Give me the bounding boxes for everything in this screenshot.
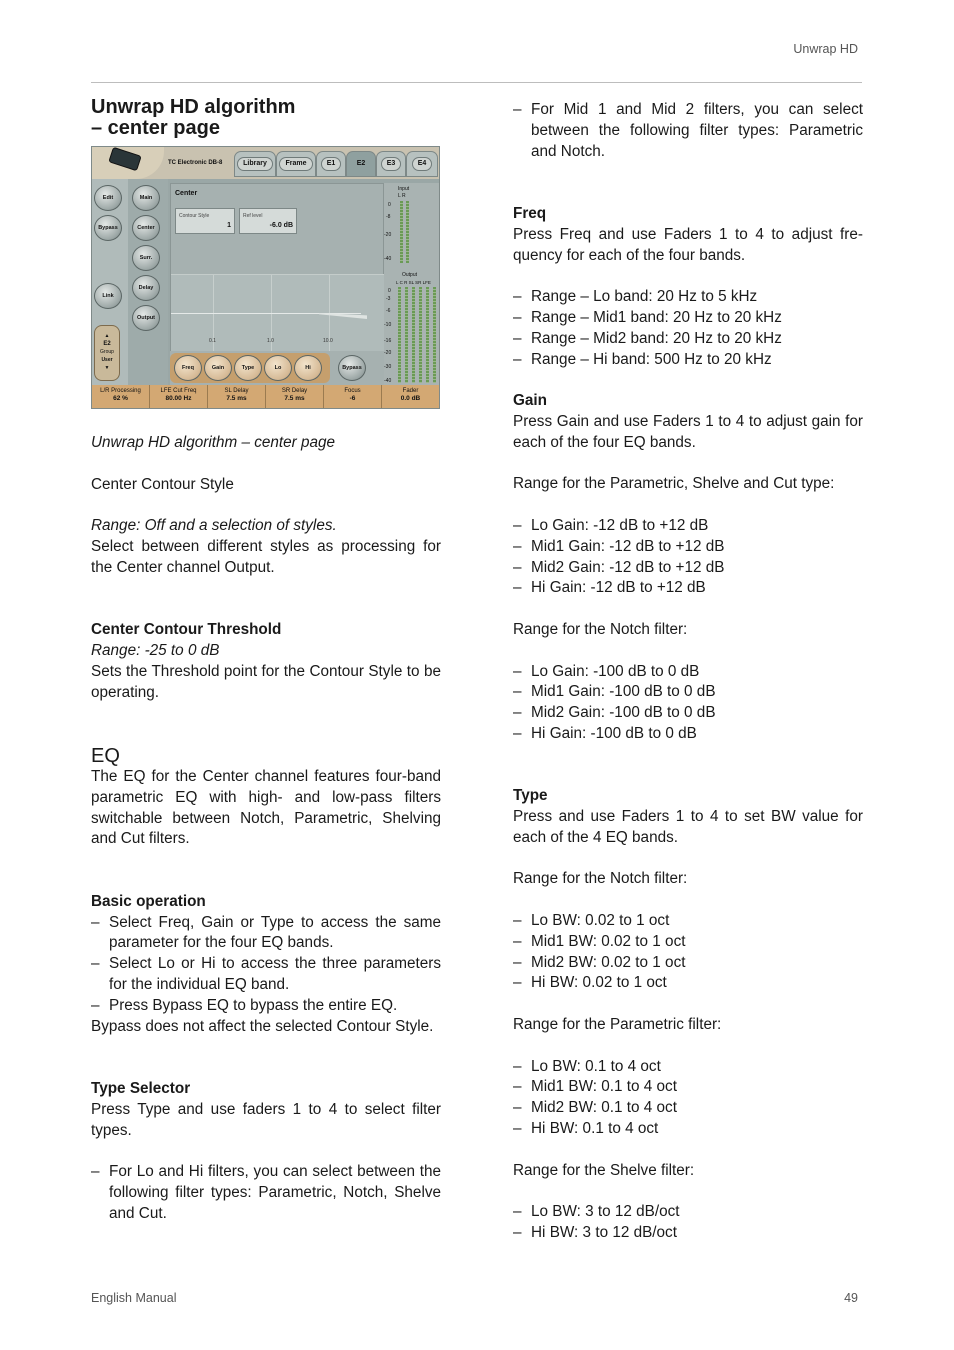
meter-scale: -8 bbox=[386, 214, 391, 220]
center-panel bbox=[170, 183, 384, 351]
meter-output-label: Output bbox=[402, 272, 418, 278]
gain-text: Press Gain and use Faders 1 to 4 to adjust gain for each of the four EQ bands. bbox=[513, 412, 863, 451]
meter-scale: -40 bbox=[384, 256, 392, 262]
output-meter-c bbox=[405, 287, 408, 383]
meter-scale: -40 bbox=[384, 378, 392, 384]
meter-scale: -30 bbox=[384, 364, 392, 370]
type-heading: Type bbox=[513, 787, 548, 805]
contour-style-range: Range: Off and a selection of styles. bbox=[91, 517, 337, 535]
list-item: – Lo Gain: -100 dB to 0 dB bbox=[513, 662, 863, 683]
eq-button-bar bbox=[170, 351, 384, 385]
center-page-screenshot bbox=[91, 146, 440, 409]
section-title bbox=[91, 97, 441, 139]
meter-scale: -20 bbox=[384, 232, 392, 238]
ref-level-label: Ref level bbox=[243, 213, 263, 219]
status-cell[interactable]: LFE Cut Freq 80.00 Hz bbox=[150, 385, 208, 408]
type-button[interactable]: Type bbox=[234, 355, 262, 381]
list-item: – For Lo and Hi filters, you can select between the following filter types: Parametric, Notch, Shelve and Cut. bbox=[91, 1162, 441, 1224]
group-user: User bbox=[101, 357, 113, 363]
output-meter-lfe bbox=[433, 287, 436, 383]
contour-style-value: 1 bbox=[227, 222, 231, 229]
list-item: – Select Lo or Hi to access the three parameters for the individual EQ band. bbox=[91, 954, 441, 996]
list-item: – Mid2 Gain: -12 dB to +12 dB bbox=[513, 558, 863, 579]
gain-notch-list bbox=[513, 662, 863, 745]
eq-heading: EQ bbox=[91, 744, 120, 767]
list-item: – Mid1 BW: 0.1 to 4 oct bbox=[513, 1077, 863, 1098]
list-item: – Mid2 Gain: -100 dB to 0 dB bbox=[513, 703, 863, 724]
bypass-side-button[interactable]: Bypass bbox=[94, 215, 122, 241]
list-item: – Lo BW: 0.02 to 1 oct bbox=[513, 911, 863, 932]
graph-label: 1.0 bbox=[267, 338, 274, 344]
screenshot-topbar bbox=[92, 147, 439, 179]
right-column bbox=[513, 100, 863, 1244]
tab-e1[interactable]: E1 bbox=[316, 151, 346, 177]
tab-library[interactable]: Library bbox=[234, 151, 276, 177]
list-item: – Hi BW: 0.02 to 1 oct bbox=[513, 973, 863, 994]
tab-frame[interactable]: Frame bbox=[276, 151, 316, 177]
type-notch-list bbox=[513, 911, 863, 994]
status-cell[interactable]: SL Delay 7.5 ms bbox=[208, 385, 266, 408]
status-cell[interactable]: L/R Processing 62 % bbox=[92, 385, 150, 408]
type-selector-heading: Type Selector bbox=[91, 1079, 191, 1097]
list-item: – Range – Mid2 band: 20 Hz to 20 kHz bbox=[513, 329, 863, 350]
freq-text: Press Freq and use Faders 1 to 4 to adjust fre-quency for each of the four bands. bbox=[513, 225, 863, 264]
figure-caption: Unwrap HD algorithm – center page bbox=[91, 434, 336, 451]
meter-scale: -6 bbox=[386, 308, 391, 314]
status-cell[interactable]: Fader 0.0 dB bbox=[400, 388, 421, 402]
input-meter-r bbox=[406, 201, 409, 263]
output-meter-l bbox=[398, 287, 401, 383]
section-title-line1: Unwrap HD algorithm bbox=[91, 96, 296, 118]
group-selector[interactable] bbox=[94, 325, 120, 381]
group-label: Group bbox=[100, 349, 114, 355]
meter-output-channels: L C R SL SR LFE bbox=[396, 280, 431, 285]
bypass-eq-button[interactable]: Bypass bbox=[338, 355, 366, 381]
gain-range-pscut: Range for the Parametric, Shelve and Cut type: bbox=[513, 475, 835, 493]
list-item: – Mid2 BW: 0.02 to 1 oct bbox=[513, 953, 863, 974]
left-column bbox=[91, 97, 441, 1224]
meter-scale: -3 bbox=[386, 296, 391, 302]
gain-button[interactable]: Gain bbox=[204, 355, 232, 381]
status-cell[interactable]: Focus -6 bbox=[324, 385, 382, 408]
tab-e2[interactable]: E2 bbox=[346, 151, 376, 177]
list-item: – Range – Lo band: 20 Hz to 5 kHz bbox=[513, 287, 863, 308]
list-item: – Mid1 Gain: -12 dB to +12 dB bbox=[513, 537, 863, 558]
meter-scale: 0 bbox=[388, 288, 391, 294]
type-range-param: Range for the Parametric filter: bbox=[513, 1016, 722, 1034]
basic-operation-list bbox=[91, 913, 441, 1017]
header-rule bbox=[91, 82, 862, 83]
nav-center-button[interactable]: Center bbox=[132, 215, 160, 241]
basic-operation-heading: Basic operation bbox=[91, 892, 206, 910]
graph-label: 0.1 bbox=[209, 338, 216, 344]
input-meter-l bbox=[400, 201, 403, 263]
list-item: – Hi Gain: -100 dB to 0 dB bbox=[513, 724, 863, 745]
meter-input-channels: L R bbox=[398, 193, 406, 199]
meter-scale: 0 bbox=[388, 202, 391, 208]
edit-button[interactable]: Edit bbox=[94, 185, 122, 211]
graph-label: 10.0 bbox=[323, 338, 333, 344]
type-text: Press and use Faders 1 to 4 to set BW value for each of the 4 EQ bands. bbox=[513, 808, 863, 846]
gain-heading: Gain bbox=[513, 392, 547, 410]
basic-operation-note: Bypass does not affect the selected Contour Style. bbox=[91, 1017, 434, 1035]
list-item: – Select Freq, Gain or Type to access the same parameter for the four EQ bands. bbox=[91, 913, 441, 955]
nav-surr-button[interactable]: Surr. bbox=[132, 245, 160, 271]
output-meter-sr bbox=[426, 287, 429, 383]
contour-threshold-text: Sets the Threshold point for the Contour Style to be operating. bbox=[91, 662, 441, 701]
brand-label: TC Electronic DB-8 bbox=[168, 160, 223, 166]
list-item: – For Mid 1 and Mid 2 filters, you can select between the following filter types: Parametric and Notch. bbox=[513, 100, 863, 162]
section-title-line2: – center page bbox=[91, 117, 220, 139]
nav-main-button[interactable]: Main bbox=[132, 185, 160, 211]
link-button[interactable]: Link bbox=[94, 283, 122, 309]
list-item: – Range – Mid1 band: 20 Hz to 20 kHz bbox=[513, 308, 863, 329]
meter-scale: -20 bbox=[384, 350, 392, 356]
panel-title: Center bbox=[175, 190, 198, 197]
contour-threshold-heading: Center Contour Threshold bbox=[91, 621, 282, 639]
gain-pscut-list bbox=[513, 516, 863, 599]
running-header: Unwrap HD bbox=[793, 42, 858, 56]
nav-output-button[interactable]: Output bbox=[132, 305, 160, 331]
hi-button[interactable]: Hi bbox=[294, 355, 322, 381]
meter-scale: -16 bbox=[384, 338, 392, 344]
list-item: – Hi BW: 0.1 to 4 oct bbox=[513, 1119, 863, 1140]
output-meter-sl bbox=[419, 287, 422, 383]
group-arrow-up-icon[interactable]: ▲ bbox=[104, 333, 110, 339]
tab-e4[interactable]: E4 bbox=[406, 151, 438, 177]
eq-graph bbox=[171, 274, 385, 352]
logo-area bbox=[92, 147, 164, 179]
list-item: – Hi BW: 3 to 12 dB/oct bbox=[513, 1223, 863, 1244]
tab-e3[interactable]: E3 bbox=[376, 151, 406, 177]
contour-style-label: Contour Style bbox=[179, 213, 210, 219]
type-range-shelve: Range for the Shelve filter: bbox=[513, 1161, 695, 1179]
output-meter-r bbox=[412, 287, 415, 383]
list-item: – Range – Hi band: 500 Hz to 20 kHz bbox=[513, 350, 863, 371]
contour-style-heading: Center Contour Style bbox=[91, 475, 234, 493]
list-item: – Lo Gain: -12 dB to +12 dB bbox=[513, 516, 863, 537]
footer-manual: English Manual bbox=[91, 1291, 177, 1305]
status-bar bbox=[92, 385, 439, 408]
nav-delay-button[interactable]: Delay bbox=[132, 275, 160, 301]
ref-level-field[interactable] bbox=[239, 208, 297, 234]
lo-button[interactable]: Lo bbox=[264, 355, 292, 381]
freq-button[interactable]: Freq bbox=[174, 355, 202, 381]
type-param-list bbox=[513, 1057, 863, 1140]
list-item: – Lo BW: 3 to 12 dB/oct bbox=[513, 1202, 863, 1223]
ref-level-value: -6.0 dB bbox=[269, 222, 293, 229]
list-item: – Mid2 BW: 0.1 to 4 oct bbox=[513, 1098, 863, 1119]
level-meters bbox=[384, 183, 439, 385]
freq-range-list bbox=[513, 287, 863, 370]
list-item: – Lo BW: 0.1 to 4 oct bbox=[513, 1057, 863, 1078]
group-arrow-down-icon[interactable]: ▼ bbox=[104, 365, 110, 371]
meter-scale: -10 bbox=[384, 322, 392, 328]
contour-style-field[interactable] bbox=[175, 208, 235, 234]
status-cell[interactable]: SR Delay 7.5 ms bbox=[266, 385, 324, 408]
device-icon bbox=[108, 147, 141, 171]
group-name: E2 bbox=[103, 341, 111, 347]
mid-filter-list bbox=[513, 100, 863, 162]
meter-input-label: Input bbox=[398, 186, 410, 192]
type-selector-list bbox=[91, 1162, 441, 1224]
type-shelve-list bbox=[513, 1202, 863, 1244]
type-range-notch: Range for the Notch filter: bbox=[513, 870, 688, 888]
contour-style-text: Select between different styles as processing for the Center channel Output. bbox=[91, 537, 441, 576]
eq-text: The EQ for the Center channel features four-band parametric EQ with high- and low-pass filters switchable between Notch, Parametric, Shelving and Cut filters. bbox=[91, 767, 441, 848]
type-selector-text: Press Type and use faders 1 to 4 to select filter types. bbox=[91, 1100, 441, 1139]
gain-range-notch: Range for the Notch filter: bbox=[513, 620, 688, 638]
list-item: – Mid1 Gain: -100 dB to 0 dB bbox=[513, 682, 863, 703]
list-item: – Hi Gain: -12 dB to +12 dB bbox=[513, 578, 863, 599]
list-item: – Press Bypass EQ to bypass the entire EQ. bbox=[91, 996, 441, 1017]
page-number: 49 bbox=[844, 1291, 858, 1305]
list-item: – Mid1 BW: 0.02 to 1 oct bbox=[513, 932, 863, 953]
freq-heading: Freq bbox=[513, 204, 547, 222]
contour-threshold-range: Range: -25 to 0 dB bbox=[91, 641, 220, 659]
